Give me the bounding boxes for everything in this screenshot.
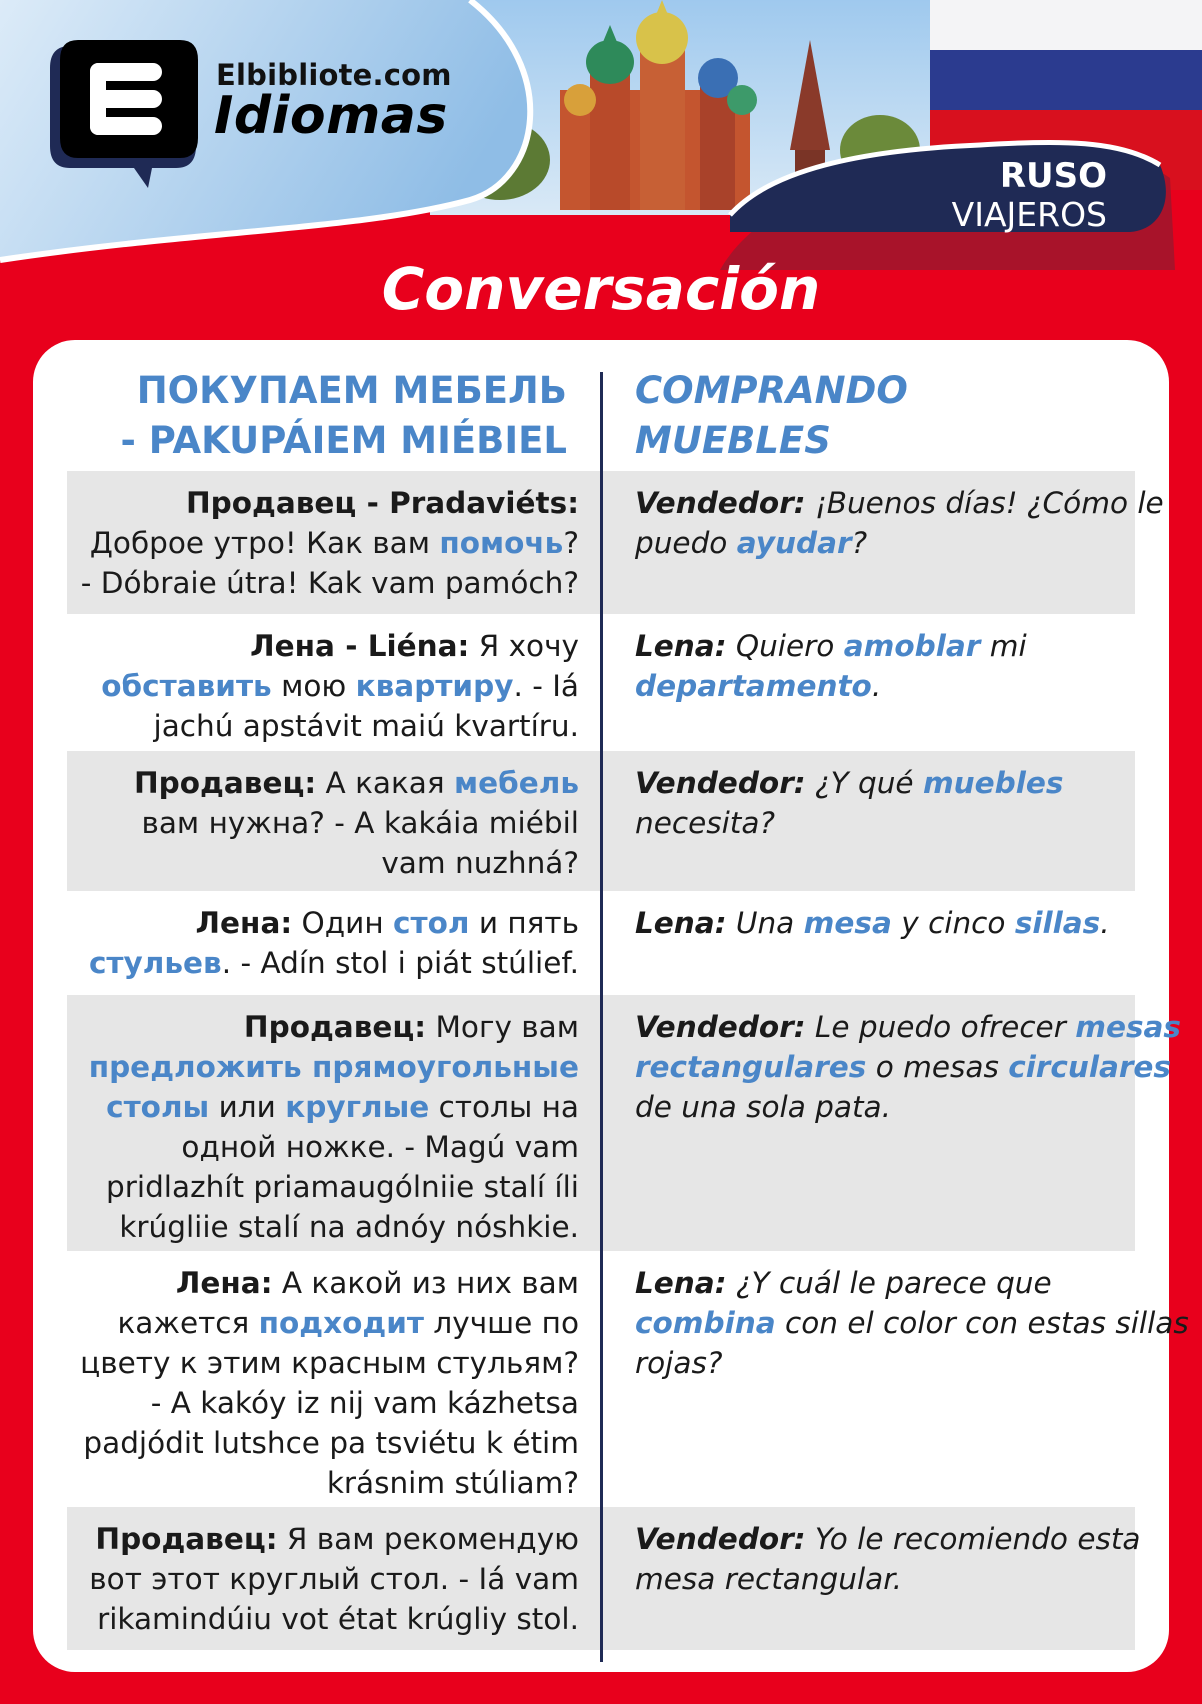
level-badge: VIAJEROS (951, 195, 1107, 234)
brand-site: Elbibliote.com (216, 58, 452, 92)
spanish-column-heading: COMPRANDO MUEBLES (635, 369, 908, 462)
russian-line: Лена: А какой из них вам кажется подходит лучше по цвету к этим красным стульям? - A kakóy iz nij vam kázhetsa padjódit lutshce pa tsviétu k étim krásnim stúliam? (80, 1266, 579, 1500)
spanish-line: Vendedor: ¡Buenos días! ¿Cómo le puedo ayudar? (635, 486, 1164, 560)
russian-line: Продавец: А какая мебель вам нужна? - A kakáia miébil vam nuzhná? (133, 766, 579, 880)
spanish-line: Lena: Quiero amoblar mi departamento. (635, 629, 1027, 703)
spanish-line: Vendedor: ¿Y qué muebles necesita? (635, 766, 1064, 840)
spanish-line: Vendedor: Le puedo ofrecer mesas rectangulares o mesas circulares de una sola pata. (635, 1010, 1181, 1124)
header (0, 0, 1202, 270)
spanish-line: Lena: Una mesa y cinco sillas. (635, 906, 1110, 940)
russian-line: Продавец - Pradaviéts: Доброе утро! Как вам помочь? - Dóbraie útra! Kak vam pamóch? (80, 486, 579, 600)
russian-line: Продавец: Я вам рекомендую вот этот круглый стол. - Iá vam rikamindúiu vot état krúgliy stol. (89, 1522, 579, 1636)
spanish-line: Vendedor: Yo le recomiendo esta mesa rectangular. (635, 1522, 1141, 1596)
language-badge: RUSO (999, 156, 1107, 196)
russian-line: Лена - Liéna: Я хочу обставить мою квартиру. - Iá jachú apstávit maiú kvartíru. (101, 629, 579, 743)
chat-bubble-icon (48, 38, 198, 188)
column-divider (600, 372, 603, 1662)
page-title: Conversación (381, 255, 821, 323)
russian-line: Лена: Один стол и пять стульев. - Adín stol i piát stúlief. (88, 906, 579, 980)
russian-column-heading: ПОКУПАЕМ МЕБЕЛЬ - PAKUPÁIEM MIÉBIEL (120, 369, 567, 462)
brand-name: Idiomas (214, 86, 448, 146)
russian-line: Продавец: Могу вам предложить прямоугольные столы или круглые столы на одной ножке. - Magú vam pridlazhít priamaugólniie stalí íli krúgliie stalí na adnóy nóshkie. (88, 1010, 579, 1244)
spanish-line: Lena: ¿Y cuál le parece que combina con el color con estas sillas rojas? (635, 1266, 1189, 1380)
